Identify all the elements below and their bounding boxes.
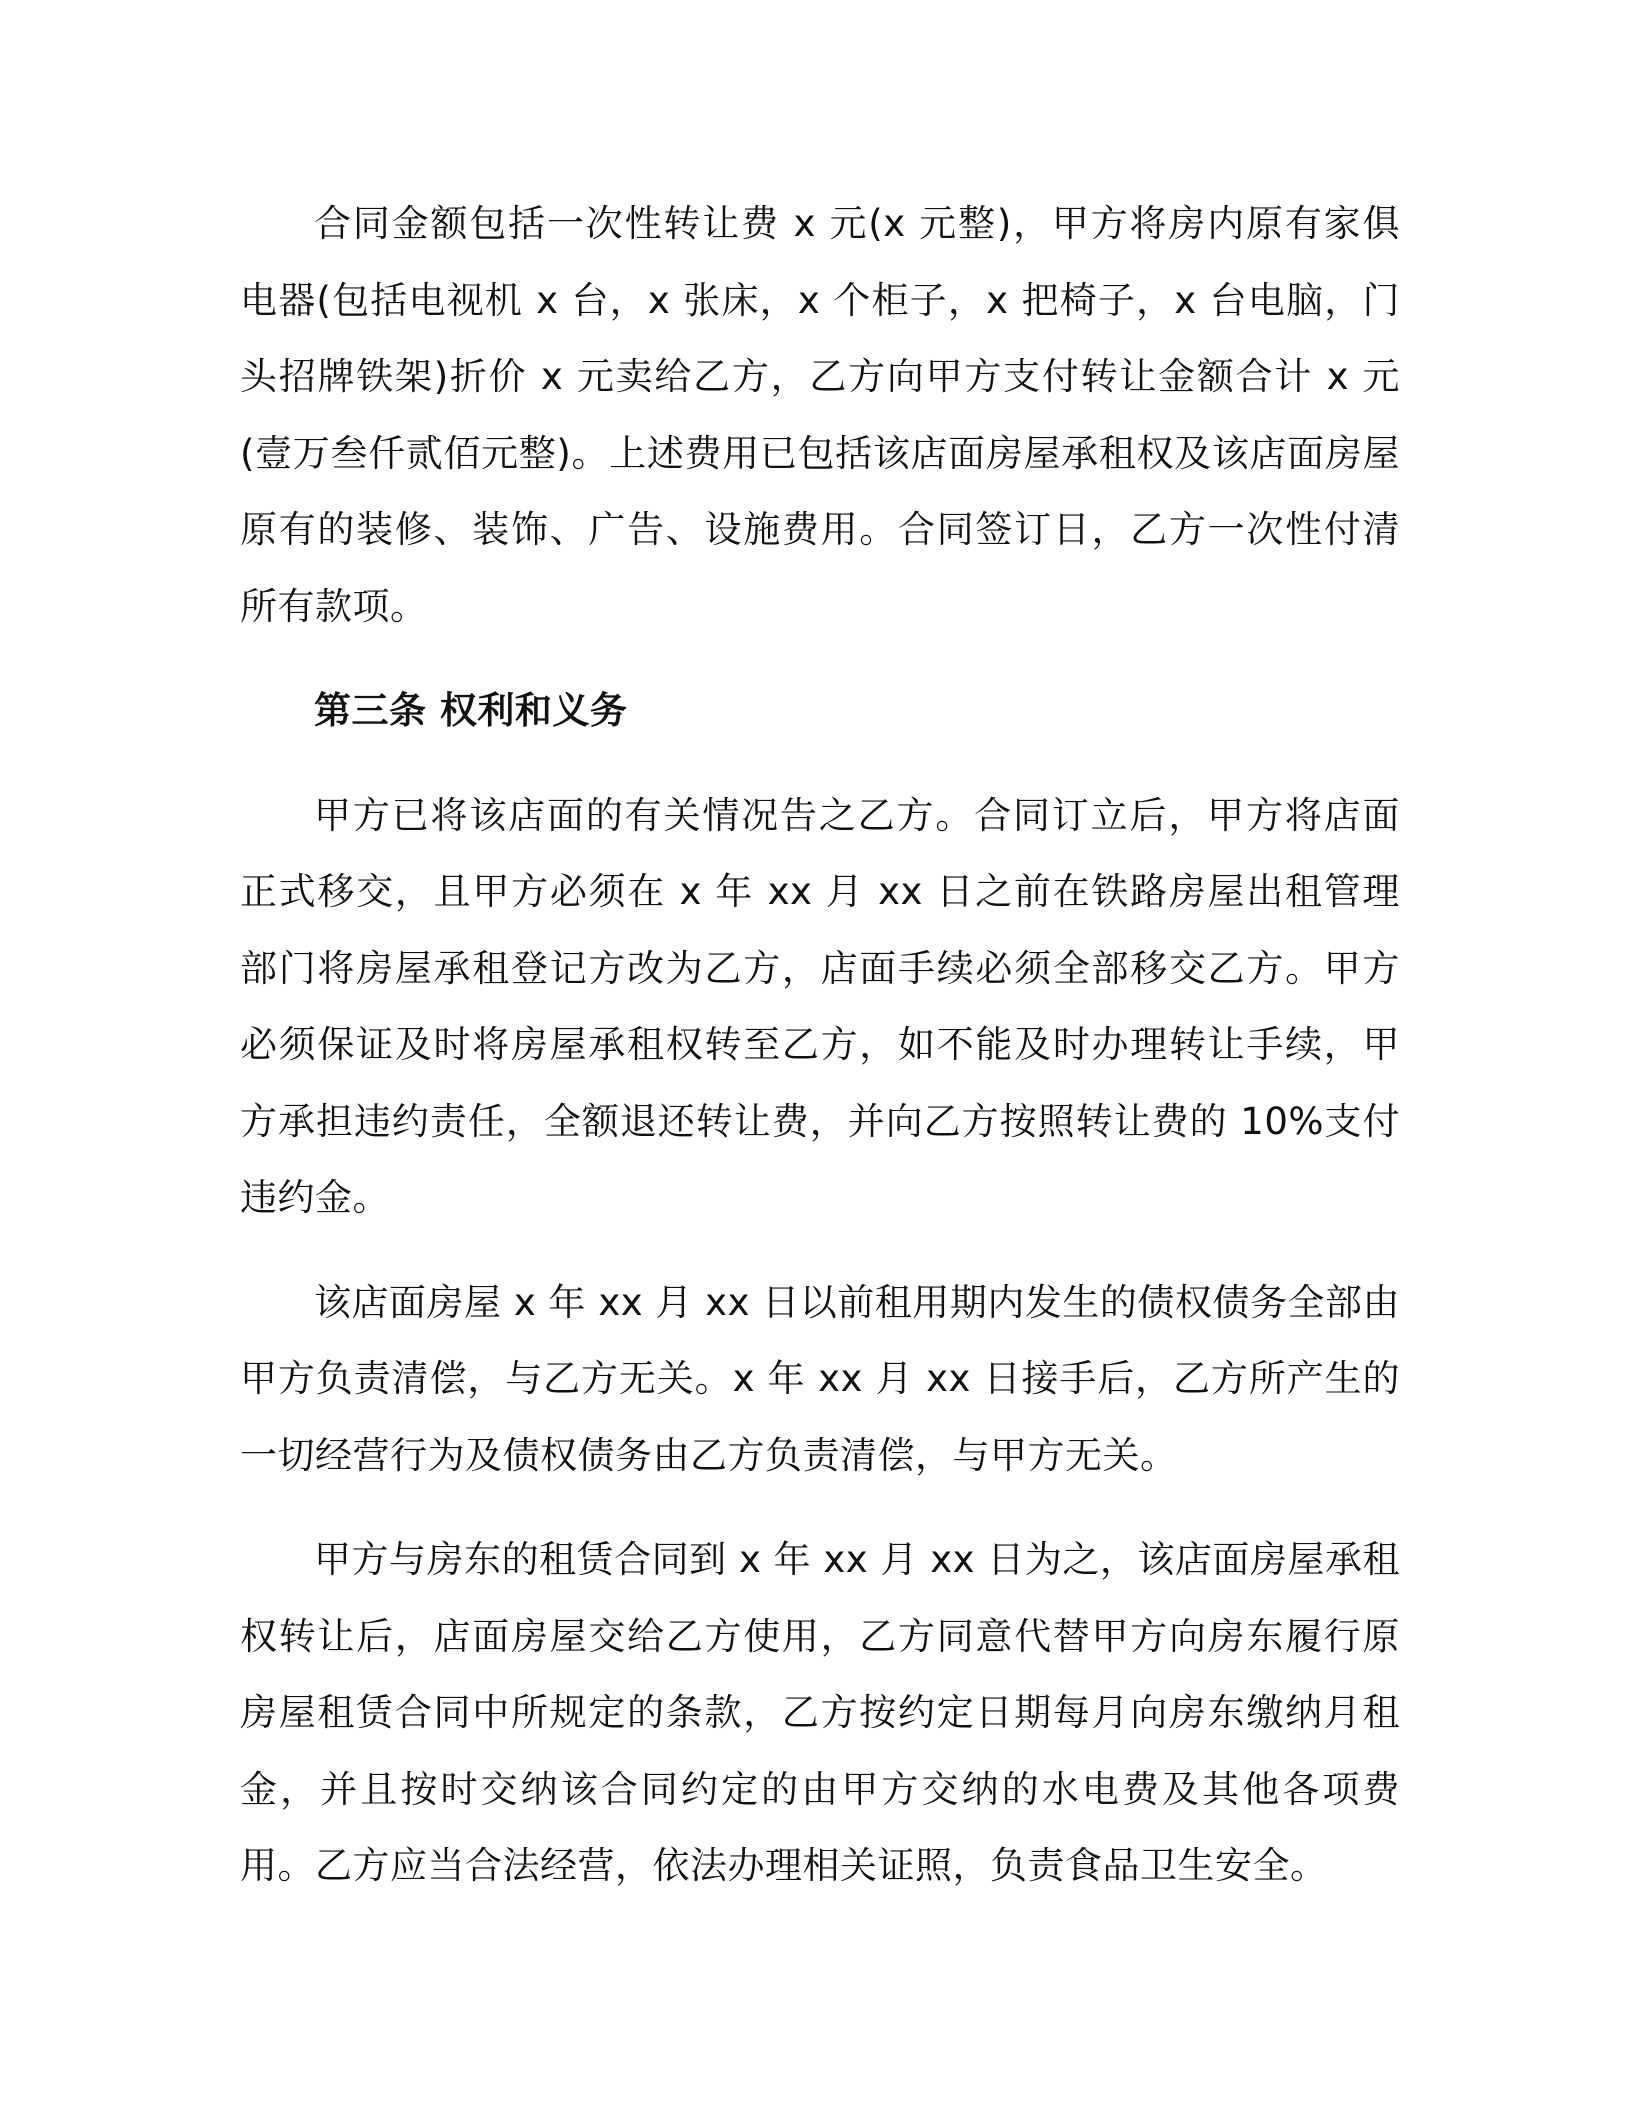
paragraph-gap: [240, 645, 1400, 673]
paragraph-gap: [240, 1494, 1400, 1522]
paragraph-transfer-handover: 甲方已将该店面的有关情况告之乙方。合同订立后，甲方将店面正式移交，且甲方必须在 x 年 xx 月 xx 日之前在铁路房屋出租管理部门将房屋承租登记方改为乙方，店面手续必须全部移交乙方。甲方必须保证及时将房屋承租权转至乙方，如不能及时办理转让手续，甲方承担违约责任，全额退还转让费，并向乙方按照转让费的 10%支付违约金。: [240, 793, 1400, 1219]
section-heading-rights-obligations: 第三条 权利和义务: [314, 689, 628, 732]
paragraph-gap: [240, 1237, 1400, 1265]
paragraph-debts: 该店面房屋 x 年 xx 月 xx 日以前租用期内发生的债权债务全部由甲方负责清偿，与乙方无关。x 年 xx 月 xx 日接手后，乙方所产生的一切经营行为及债权债务由乙方负责清偿，与甲方无关。: [240, 1280, 1400, 1477]
paragraph-lease-terms: 甲方与房东的租赁合同到 x 年 xx 月 xx 日为之，该店面房屋承租权转让后，店面房屋交给乙方使用，乙方同意代替甲方向房东履行原房屋租赁合同中所规定的条款，乙方按约定日期每月向房东缴纳月租金，并且按时交纳该合同约定的由甲方交纳的水电费及其他各项费用。乙方应当合法经营，依法办理相关证照，负责食品卫生安全。: [240, 1538, 1400, 1887]
paragraph-contract-amount: 合同金额包括一次性转让费 x 元(x 元整)，甲方将房内原有家俱电器(包括电视机 x 台，x 张床，x 个柜子，x 把椅子，x 台电脑，门头招牌铁架)折价 x 元卖给乙方，乙方向甲方支付转让金额合计 x 元(壹万叁仟贰佰元整)。上述费用已包括该店面房屋承租权及该店面房屋原有的装修、装饰、广告、设施费用。合同签订日，乙方一次性付清所有款项。: [240, 202, 1400, 628]
document-body: [240, 186, 1400, 1905]
paragraph-gap: [240, 750, 1400, 778]
